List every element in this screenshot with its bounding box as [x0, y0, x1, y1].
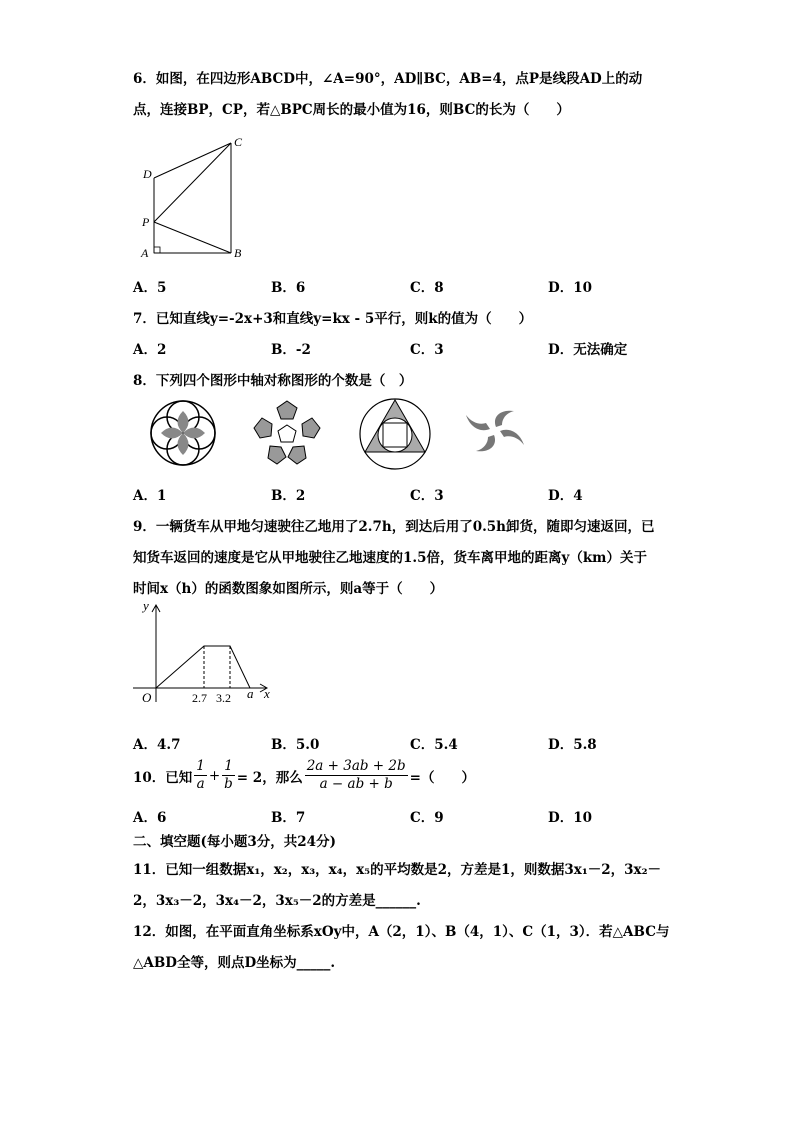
q7-line: 7．已知直线y=-2x+3和直线y=kx - 5平行，则k的值为（ ） — [133, 311, 533, 327]
q7-option-c: C．3 — [410, 342, 444, 358]
q9-distance-time-graph — [128, 598, 278, 708]
q9-line2: 知货车返回的速度是它从甲地驶往乙地速度的1.5倍，货车离甲地的距离y（km）关于 — [133, 550, 647, 566]
q8-option-c: C．3 — [410, 488, 444, 504]
origin-label: O — [142, 690, 152, 705]
q10-f2-den: b — [224, 776, 233, 792]
q9-option-d: D．5.8 — [548, 737, 597, 753]
q10-fraction-2 — [222, 758, 235, 793]
q6-quadrilateral-figure — [135, 130, 255, 265]
q8-option-b: B．2 — [271, 488, 306, 504]
q10-option-d: D．10 — [548, 810, 592, 826]
label-a: A — [141, 246, 149, 260]
q6-line2: 点，连接BP，CP，若△BPC周长的最小值为16，则BC的长为（ ） — [133, 102, 570, 118]
q8-line: 8．下列四个图形中轴对称图形的个数是（ ） — [133, 373, 413, 389]
axis-y-label: y — [143, 598, 149, 613]
q10-f1-num: 1 — [196, 758, 205, 774]
q10-suffix: =（ ） — [409, 769, 475, 786]
q10-option-b: B．7 — [271, 810, 306, 826]
q12-line2: △ABD全等，则点D坐标为_____. — [133, 955, 336, 971]
q10-prefix: 10．已知 — [133, 769, 193, 786]
q10-line — [133, 758, 475, 793]
q10-f2-num: 1 — [224, 758, 233, 774]
q10-option-c: C．9 — [410, 810, 444, 826]
label-c: C — [234, 135, 243, 149]
tick-3-2: 3.2 — [216, 691, 231, 705]
q11-line2: 2，3x₃－2，3x₄－2，3x₅－2的方差是______. — [133, 893, 421, 909]
q9-line3: 时间x（h）的函数图象如图所示，则a等于（ ） — [133, 581, 444, 597]
q10-f3-num: 2a + 3ab + 2b — [306, 758, 406, 774]
q6-line1: 6．如图，在四边形ABCD中，∠A=90°，AD∥BC，AB=4，点P是线段AD上的动 — [133, 71, 643, 87]
figure-pentagons — [252, 400, 322, 466]
q7-option-a: A．2 — [133, 342, 167, 358]
label-p: P — [142, 215, 150, 229]
label-b: B — [234, 246, 242, 260]
q12-line1: 12．如图，在平面直角坐标系xOy中，A（2，1）、B（4，1）、C（1，3）．若△ABC与 — [133, 924, 670, 940]
q10-option-a: A．6 — [133, 810, 167, 826]
q6-option-d: D．10 — [548, 280, 592, 296]
q7-option-d: D．无法确定 — [548, 342, 628, 358]
q10-fraction-3 — [305, 758, 408, 793]
q10-eq2: = 2，那么 — [236, 769, 303, 786]
q9-option-b: B．5.0 — [271, 737, 320, 753]
q9-option-a: A．4.7 — [133, 737, 181, 753]
q6-option-a: A．5 — [133, 280, 167, 296]
figure-circle-triangle-square — [358, 397, 432, 471]
axis-x-label: x — [264, 686, 270, 701]
q11-line1: 11．已知一组数据x₁，x₂，x₃，x₄，x₅的平均数是2，方差是1，则数据3x₁－2，3x₂－ — [133, 862, 661, 878]
q7-option-b: B．-2 — [271, 342, 311, 358]
q10-f1-den: a — [196, 776, 205, 792]
q8-option-a: A．1 — [133, 488, 167, 504]
q6-option-c: C．8 — [410, 280, 444, 296]
tick-2-7: 2.7 — [192, 691, 207, 705]
q10-plus: + — [208, 767, 221, 784]
figure-swirl — [462, 405, 530, 455]
q8-option-d: D．4 — [548, 488, 583, 504]
q9-line1: 9．一辆货车从甲地匀速驶往乙地用了2.7h，到达后用了0.5h卸货，随即匀速返回，已 — [133, 519, 655, 535]
tick-a: a — [247, 686, 254, 701]
q10-f3-den: a − ab + b — [319, 776, 393, 792]
q9-option-c: C．5.4 — [410, 737, 458, 753]
figure-circle-flower — [148, 398, 218, 468]
q6-option-b: B．6 — [271, 280, 306, 296]
section-2-heading: 二、填空题(每小题3分，共24分) — [133, 834, 336, 850]
label-d: D — [143, 167, 152, 181]
q10-fraction-1 — [194, 758, 207, 793]
